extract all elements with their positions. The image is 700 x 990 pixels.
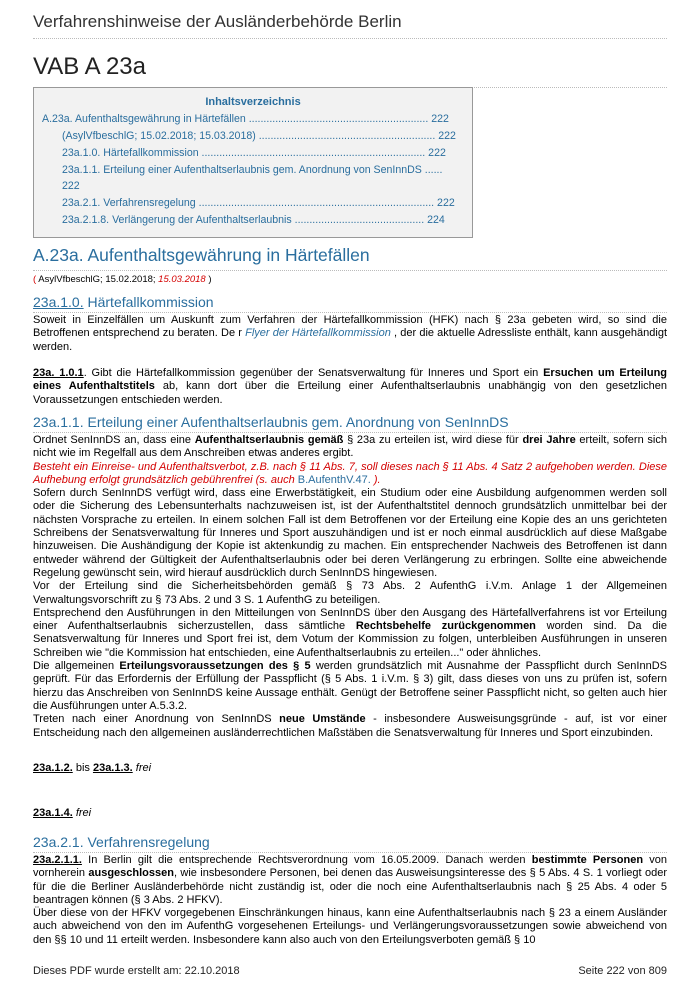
section-1-0-title: Härtefallkommission [83,294,214,310]
aufenthv-link[interactable]: B.AufenthV.47. [297,473,371,486]
section-heading-a23a [33,245,667,271]
toc-heading: Inhaltsverzeichnis [205,96,301,108]
section-1-2-line [33,762,151,774]
section-heading-2-1 [33,834,667,853]
paragraph-1-1-intro [33,434,667,461]
bold-text: drei Jahre [522,434,576,446]
paragraph-1-1-p4 [33,607,667,660]
section-1-0-number: 23a.1.0. [33,294,84,310]
text: Ordnet SenInnDS an, dass eine [33,434,195,446]
section-1-4-number: 23a.1.4. [33,807,73,819]
text: ). [370,473,381,486]
header-text: Verfahrenshinweise der Ausländerbehörde Berlin [33,12,402,31]
date-close-paren: ) [205,274,212,285]
paragraph-2-1-1 [33,854,667,907]
section-2-1-body [33,854,667,947]
text: erteilt, sofern sich nicht wie im Regelfall aus dem Anschreiben etwas anderes ergibt. [33,434,667,460]
date-open-paren: ( [33,274,39,285]
text: Entsprechend den Ausführungen in den Mitteilungen von SenInnDS über den Ausgang des Härtefallverfahrens ist vor Erteilung einer Aufenthaltserlaubnis sicherzustellen, dass sämtliche [33,606,667,633]
bold-text: bestimmte Personen [531,854,644,866]
toc-entry-1-0[interactable]: 23a.1.0. Härtefallkommission ............................................................................ 222 [62,147,446,159]
section-1-4-line [33,807,91,819]
flyer-link[interactable]: Flyer der Härtefallkommission [245,327,391,340]
paragraph-1-0-1 [33,367,667,407]
bold-text: ausgeschlossen [88,867,174,880]
section-1-3-number: 23a.1.3. [92,762,133,774]
paragraph-2-1-p2: Über diese von der HFKV vorgegebenen Einschränkungen hinaus, kann eine Aufenthaltserlaubnis nach § 23 a einem Ausländer auch abweichend von den im AufenthG vorgesehenen Erteilungs- und Verlängerungsvoraussetzungen sowie abweichend von den §§ 10 und 11 erteilt werden. Insbesondere kann also auch von den Erteilungsverboten gemäß § 10 [33,907,667,946]
text: Besteht ein Einreise- und Aufenthaltsverbot, z.B. nach § 11 Abs. 7, soll dieses nach § 11 Abs. 4 Satz 2 aufgehoben werden. Diese Aufhebung erfolgt grundsätzlich gebührenfrei (s. auch [33,460,667,486]
frei-text: frei [132,762,152,774]
section-1-1-title: 23a.1.1. Erteilung einer Aufenthaltserlaubnis gem. Anordnung von SenInnDS [33,414,509,430]
section-1-1-body [33,434,667,740]
toc-entry-1-1-page[interactable]: 222 [62,180,80,192]
text: von vornherein [33,854,667,880]
text: worden sind. Da die Senatsverwaltung für Inneres und Sport frei ist, dem Votum der Kommission zu folgen, unterbleiben Ausführungen in unseren Schreiben wie "die Kommission hat entschieden, eine Aufenthaltserlaubnis zu erteilen..." oder ähnliches. [33,620,667,659]
section-1-2-number: 23a.1.2. [33,762,73,774]
paragraph-2-1-1-number: 23a.2.1.1. [33,854,82,866]
paragraph-1-1-p6 [33,713,667,740]
bold-text: neue Umstände [279,713,366,726]
page-title [33,53,667,88]
paragraph-1-0-1-text-b: ab, kann dort über die Erteilung einer Aufenthaltserlaubnis unabhängig von den gesetzlichen Voraussetzungen entschieden werden. [33,380,668,406]
paragraph-1-0 [33,314,667,354]
text: - insbesondere Ausweisungsgründe - auf, ist vor einer Entscheidung nach den allgemeinen ausländerrechtlichen Maßstäben die Senatsverwaltung für Inneres und Sport einzubinden. [33,713,667,739]
document-footer [33,965,667,977]
date-red: 15.03.2018 [158,274,206,285]
text: Die allgemeinen [33,660,120,673]
text: , wie insbesondere Personen, bei denen das Ausweisungsinteresse des § 5 Abs. 4 S. 1 vorliegt oder für die die Berliner Ausländerbehörde nicht zuständig ist, oder die noch eine Aufenthaltserlaubnis nach § 25 Abs. 4 oder 5 beantragen können (§ 3 Abs. 2 HFKV). [33,867,667,906]
bold-text: Erteilungsvoraussetzungen des § 5 [119,660,311,673]
date-text: AsylVfbeschlG; 15.02.2018; [38,274,159,285]
bold-text: Aufenthaltserlaubnis gemäß [194,434,344,446]
paragraph-1-0-1-bold: Ersuchen um Erteilung eines Aufenthaltstitels [33,367,668,393]
footer-page-number: Seite 222 von 809 [578,965,667,977]
paragraph-1-0-1-text-a: . Gibt die Härtefallkommission gegenüber der Senatsverwaltung für Inneres und Sport ein [83,367,544,379]
frei-text: frei [72,807,92,819]
toc-entry-2-1-8[interactable]: 23a.2.1.8. Verlängerung der Aufenthaltserlaubnis ............................................ 224 [62,214,445,226]
section-heading-1-1 [33,414,667,433]
toc-entry-date[interactable]: (AsylVfbeschlG; 15.02.2018; 15.03.2018) ............................................................ 222 [62,130,456,142]
amendment-date-line [33,274,212,285]
paragraph-1-1-p3: Vor der Erteilung sind die Sicherheitsbehörden gemäß § 73 Abs. 2 AufenthG i.V.m. Anlage 1 der Allgemeinen Verwaltungsvorschrift zu § 73 Abs. 2 und 3 S. 1 AufenthG zu beteiligen. [33,580,667,606]
toc-entry-a23a[interactable]: A.23a. Aufenthaltsgewährung in Härtefällen ............................................................. 222 [42,113,449,125]
paragraph-1-0-1-number: 23a. 1.0.1 [33,367,84,379]
paragraph-1-0-text-b: , der die aktuelle Adressliste enthält, kann ausgehändigt werden. [33,327,667,353]
footer-created-date: Dieses PDF wurde erstellt am: 22.10.2018 [33,965,240,977]
bold-text: Rechtsbehelfe zurückgenommen [355,620,536,633]
section-heading-1-0 [33,294,667,313]
section-heading-a23a-text: A.23a. Aufenthaltsgewährung in Härtefällen [33,245,370,265]
paragraph-1-1-red-note [33,461,667,488]
toc-entry-1-1[interactable]: 23a.1.1. Erteilung einer Aufenthaltserlaubnis gem. Anordnung von SenInnDS ...... [62,164,443,176]
paragraph-1-0-text-a: Soweit in Einzelfällen um Auskunft zum Verfahren der Härtefallkommission (HFK) nach § 23a gebeten wird, so sind die Betroffenen entsprechend zu beraten. De r [33,314,667,340]
table-of-contents [33,87,473,238]
text: Treten nach einer Anordnung von SenInnDS [33,713,280,726]
document-header [33,12,667,39]
text: § 23a zu erteilen ist, wird diese für [343,434,523,446]
page-title-text: VAB A 23a [33,53,146,80]
paragraph-1-1-p2: Sofern durch SenInnDS verfügt wird, dass eine Erwerbstätigkeit, ein Studium oder eine Ausbildung aufgenommen werden soll oder die Sicherung des Lebensunterhalts nachzuweisen ist, ist der Aufenthaltstitel dennoch grundsätzlich unmittelbar bei der nächsten Vorsprache zu erteilen. In einem solchen Fall ist dem Betroffenen vor der Erteilung eine Kopie des an uns gerichteten Schreibens der Senatsverwaltung für Inneres und Sport auszuhändigen und ist er noch einmal ausdrücklich auf diese Maßgabe hinzuweisen. Die Aushändigung der Kopie ist aktenkundig zu machen. Ein entsprechender Nachweis des Betroffenen ist dann entweder während der Gültigkeit der Aufenthaltserlaubnis oder bei deren Verlängerung zu erbringen. Sollte eine abweichende Regelung gewünscht sein, wird hierauf ausdrücklich durch SenInnDS hingewiesen. [33,487,667,579]
text: werden grundsätzlich mit Ausnahme der Passpflicht durch SenInnDS geprüft. Für das Erfordernis der Erfüllung der Passpflicht (§ 5 Abs. 1 i.V.m. § 3) gilt, dass dieses von uns zu prüfen ist, sofern hierzu das Anschreiben von SenInnDS keine Aussage enthält. Genügt der Betroffene seiner Passpflicht nicht, so gelten auch hier die Ausführungen unter A.5.3.2. [33,660,667,712]
section-2-1-title: 23a.2.1. Verfahrensregelung [33,834,210,850]
paragraph-1-1-p5 [33,660,667,713]
toc-entry-2-1[interactable]: 23a.2.1. Verfahrensregelung ................................................................................ 222 [62,197,455,209]
text: In Berlin gilt die entsprechende Rechtsverordnung vom 16.05.2009. Danach werden [81,854,532,866]
text: bis [72,762,93,774]
